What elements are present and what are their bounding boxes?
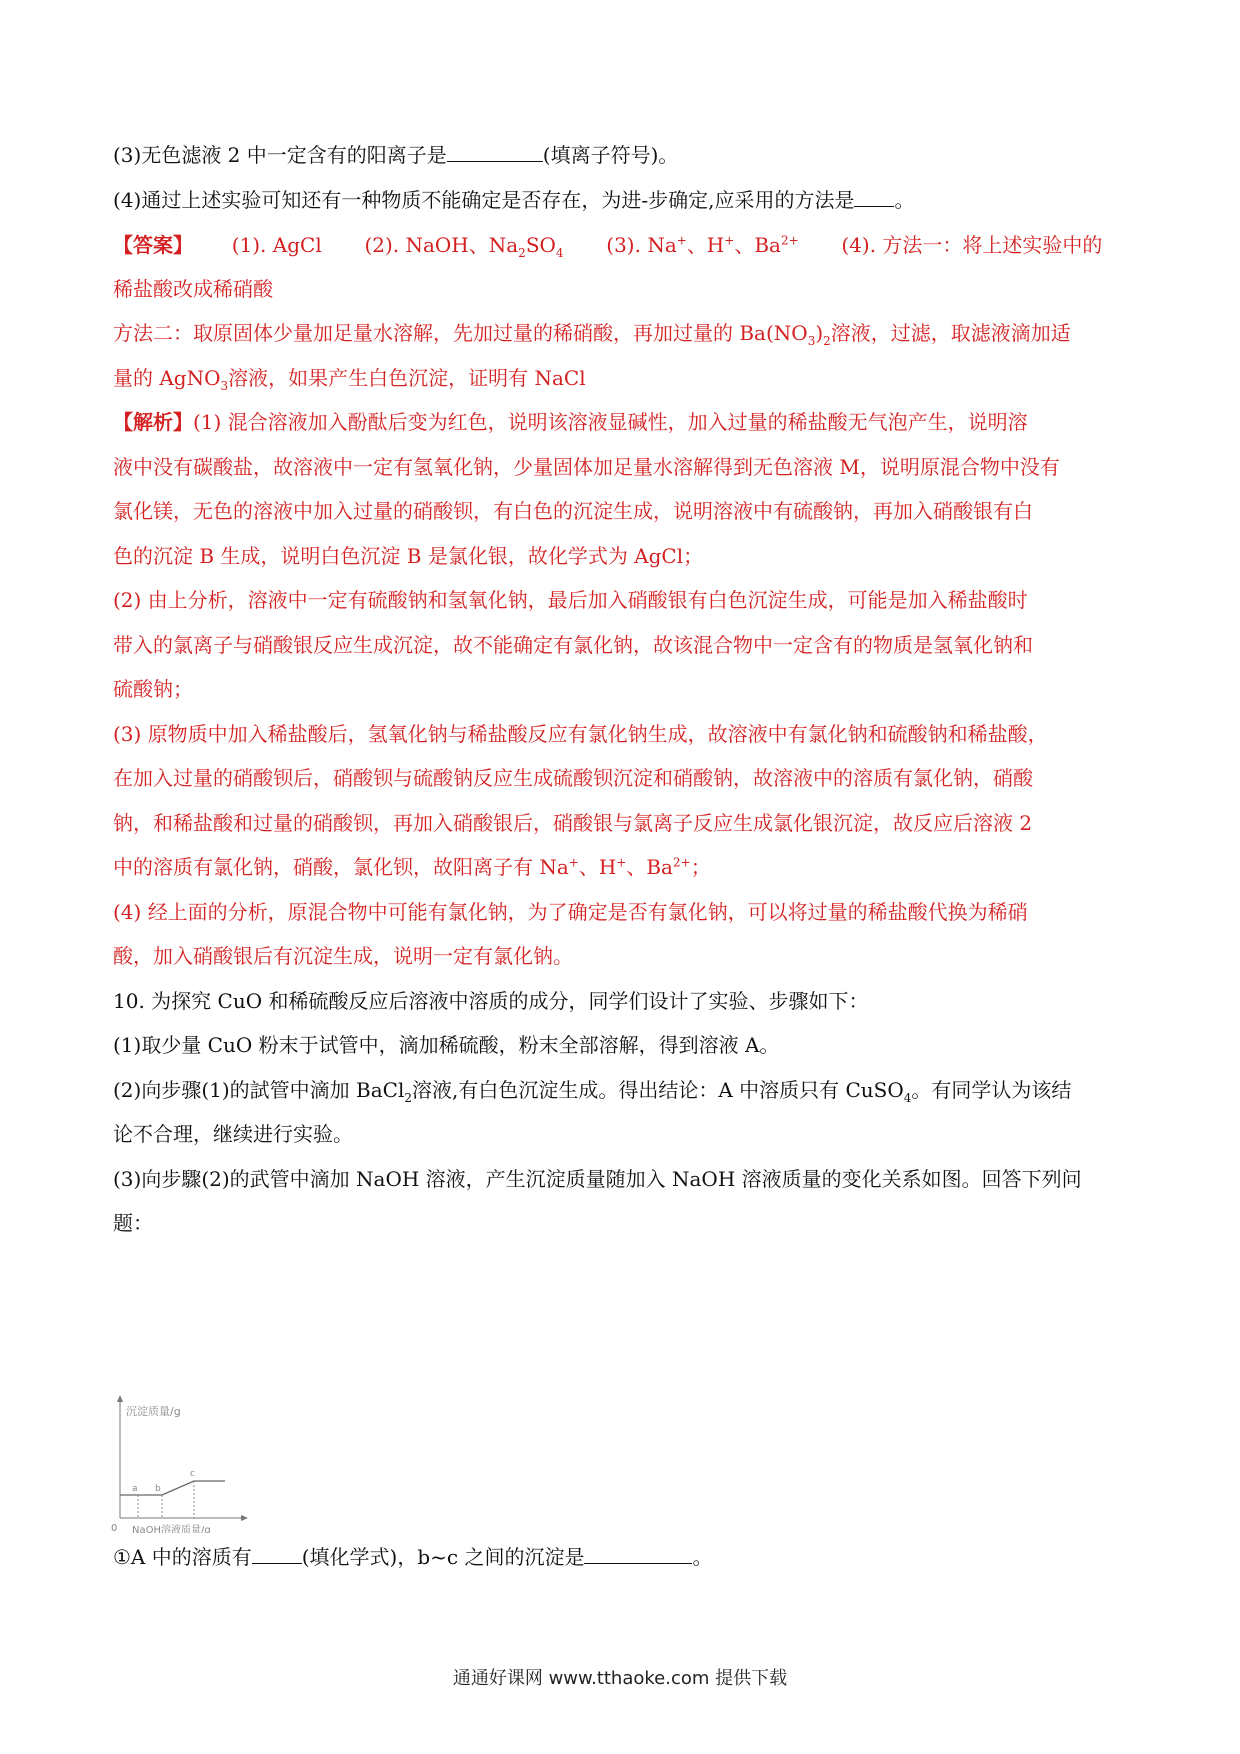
analysis-line-13: 酸，加入硝酸银后有沉淀生成，说明一定有氯化钠。 — [113, 944, 573, 968]
point-b-label: b — [155, 1484, 161, 1494]
y-axis-arrow — [117, 1395, 123, 1402]
answer-blank[interactable] — [252, 1545, 302, 1564]
analysis-line-12: (4) 经上面的分析，原混合物中可能有氯化钠，为了确定是否有氯化钠，可以将过量的稀盐酸代换为稀硝 — [113, 900, 1028, 924]
precipitate-graph — [110, 1393, 250, 1533]
analysis-line-9: 在加入过量的硝酸钡后，硝酸钡与硫酸钠反应生成硫酸钡沉淀和硝酸钠，故溶液中的溶质有氯化钠，硝酸 — [113, 766, 1033, 790]
answer-blank[interactable] — [584, 1545, 692, 1564]
answer-2: (2). NaOH、$Na_2SO_4$ — [364, 233, 564, 260]
answer-tag: 【答案】 — [113, 233, 193, 257]
analysis-line-4: 色的沉淀 B 生成，说明白色沉淀 B 是氯化银，故化学式为 AgCl； — [113, 544, 704, 568]
q9-part3 — [113, 141, 1133, 169]
answer-4-cont: 稀盐酸改成稀硝酸 — [113, 277, 273, 301]
q10-step2-cont: 论不合理，继续进行实验。 — [113, 1122, 353, 1146]
origin-label: 0 — [111, 1523, 118, 1533]
answer-blank[interactable] — [854, 188, 894, 207]
answer-blank[interactable] — [447, 143, 543, 162]
answer-1: (1). AgCl — [231, 233, 322, 257]
analysis-tag: 【解析】 — [113, 410, 193, 434]
answer-3: (3). Na+、H+、$Ba^{2+}$ — [606, 233, 799, 257]
analysis-line-6: 带入的氯离子与硝酸银反应生成沉淀，故不能确定有氯化钠，故该混合物中一定含有的物质是氢氧化钠和 — [113, 633, 1033, 657]
analysis-line-11: 中的溶质有氯化钠，硝酸，氯化钡，故阳离子有 Na+、H+、$Ba^{2+}$； — [113, 855, 711, 879]
q9-part3-text: (3)无色滤液 2 中一定含有的阳离子是 — [113, 143, 447, 167]
q10-step3-cont: 题： — [113, 1211, 153, 1235]
analysis-line-7: 硫酸钠； — [113, 677, 193, 701]
analysis-line-5: (2) 由上分析，溶液中一定有硫酸钠和氢氧化钠，最后加入硝酸银有白色沉淀生成，可能是加入稀盐酸时 — [113, 588, 1028, 612]
answer-4: (4). 方法一：将上述实验中的 — [841, 233, 1103, 257]
q9-part4-end: 。 — [894, 188, 915, 212]
analysis-line-8: (3) 原物质中加入稀盐酸后，氢氧化钠与稀盐酸反应有氯化钠生成，故溶液中有氯化钠和硫酸钠和稀盐酸， — [113, 722, 1048, 746]
analysis-line-2: 液中没有碳酸盐，故溶液中一定有氢氧化钠，少量固体加足量水溶解得到无色溶液 M，说明原混合物中没有 — [113, 455, 1060, 479]
q10-step2: (2)向步骤(1)的試管中滴加 BaCl$_2$溶液,有白色沉淀生成。得出结论：A 中溶质只有 CuSO$_4$。有同学认为该结 — [113, 1078, 1072, 1105]
q10-step1: (1)取少量 CuO 粉末于试管中，滴加稀硫酸，粉末全部溶解，得到溶液 A。 — [113, 1033, 780, 1057]
x-axis-arrow — [241, 1515, 248, 1521]
analysis-line-10: 钠，和稀盐酸和过量的硝酸钡，再加入硝酸银后，硝酸银与氯离子反应生成氯化银沉淀，故反应后溶液 2 — [113, 811, 1033, 835]
footer-watermark: 通通好课网 www.tthaoke.com 提供下载 — [452, 1668, 788, 1689]
analysis-line-3: 氯化镁，无色的溶液中加入过量的硝酸钡，有白色的沉淀生成，说明溶液中有硫酸钠，再加入硝酸银有白 — [113, 499, 1033, 523]
q10-stem: 10. 为探究 CuO 和稀硫酸反应后溶液中溶质的成分，同学们设计了实验、步骤如下： — [113, 989, 869, 1013]
q9-part4 — [113, 186, 1133, 214]
analysis-line-1: 【解析】(1) 混合溶液加入酚酞后变为红色，说明该溶液显碱性，加入过量的稀盐酸无气泡产生，说明溶 — [113, 410, 1028, 434]
point-a-label: a — [132, 1484, 138, 1494]
x-axis-label: NaOH溶液质量/g — [132, 1525, 211, 1533]
answer-method2-line1: 方法二：取原固体少量加足量水溶解，先加过量的稀硝酸，再加过量的 $Ba(NO_3)_2$溶液，过滤，取滤液滴加适 — [113, 321, 1071, 348]
q10-step3: (3)向步驟(2)的武管中滴加 NaOH 溶液，产生沉淀质量随加入 NaOH 溶液质量的变化关系如图。回答下列问 — [113, 1167, 1082, 1191]
precipitate-figure — [110, 1393, 250, 1533]
point-c-label: c — [190, 1469, 195, 1479]
answer-method2-line2: 量的 AgNO$_3$溶液，如果产生白色沉淀，证明有 NaCl — [113, 366, 586, 393]
q9-part4-text: (4)通过上述实验可知还有一种物质不能确定是否存在，为进-步确定,应采用的方法是 — [113, 188, 855, 212]
answer-line — [113, 231, 1133, 259]
y-axis-label: 沉淀质量/g — [126, 1405, 181, 1418]
q10-sub1: ①A 中的溶质有 (填化学式)，b~c 之间的沉淀是 。 — [113, 1545, 713, 1569]
q9-part3-hint: (填离子符号)。 — [542, 143, 679, 167]
